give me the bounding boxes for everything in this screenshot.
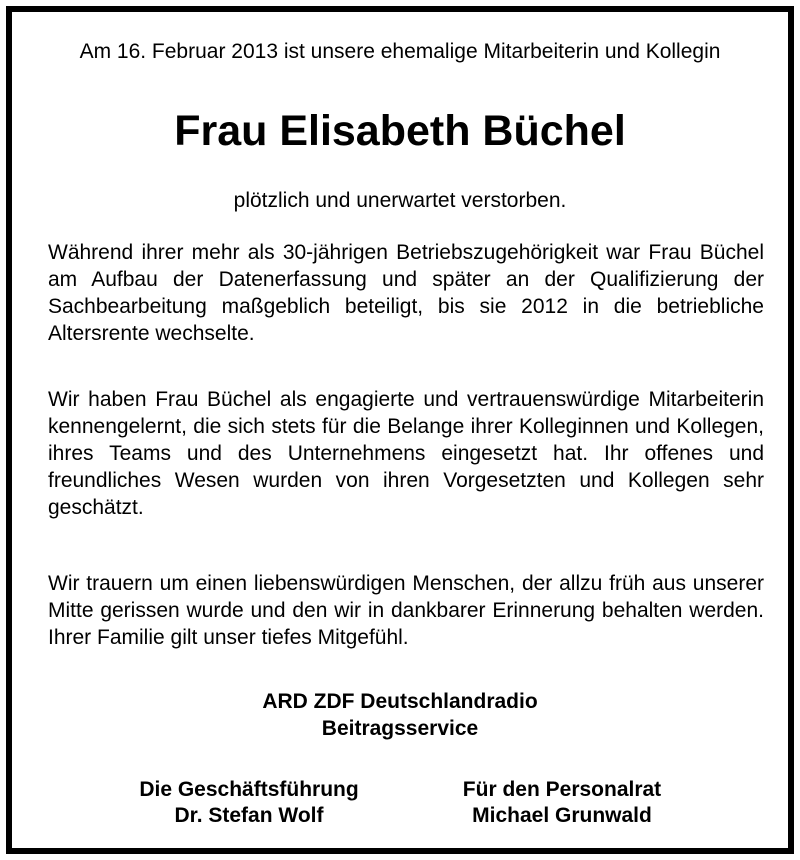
intro-line: Am 16. Februar 2013 ist unsere ehemalige Mitarbeiterin und Kollegin (79, 40, 721, 63)
obituary-notice (6, 6, 794, 854)
organization-unit: Beitragsservice (321, 717, 479, 740)
paragraph-condolence: Wir trauern um einen liebenswürdigen Menschen, der allzu früh aus unserer Mitte gerissen wurde und den wir in dankbarer Erinnerung behalten werden. Ihrer Familie gilt unser tiefes Mitgefühl. (48, 572, 764, 649)
signature-role: Die Geschäftsführung (139, 778, 359, 801)
signature-management (104, 777, 394, 829)
death-statement: plötzlich und unerwartet verstorben. (233, 189, 567, 212)
signature-staff-council (412, 777, 712, 829)
paragraph-career: Während ihrer mehr als 30-jährigen Betriebszugehörigkeit war Frau Büchel am Aufbau der Datenerfassung und später an der Qualifizierung der Sachbearbeitung maßgeblich beteiligt, bis sie 2012 in die betriebliche Altersrente wechselte. (48, 241, 764, 345)
signature-person: Michael Grunwald (472, 804, 652, 827)
signature-role: Für den Personalrat (462, 778, 662, 801)
deceased-name: Frau Elisabeth Büchel (174, 107, 626, 155)
organization-block (12, 688, 788, 742)
organization-name: ARD ZDF Deutschlandradio (262, 690, 538, 713)
paragraph-character: Wir haben Frau Büchel als engagierte und vertrauenswürdige Mitarbeiterin kennengelernt, die sich stets für die Belange ihrer Kolleginnen und Kollegen, ihres Teams und des Unternehmens eingesetzt hat. Ihr offenes und freundliches Wesen wurden von ihren Vorgesetzten und Kollegen sehr geschätzt. (48, 388, 764, 519)
signature-person: Dr. Stefan Wolf (174, 804, 324, 827)
